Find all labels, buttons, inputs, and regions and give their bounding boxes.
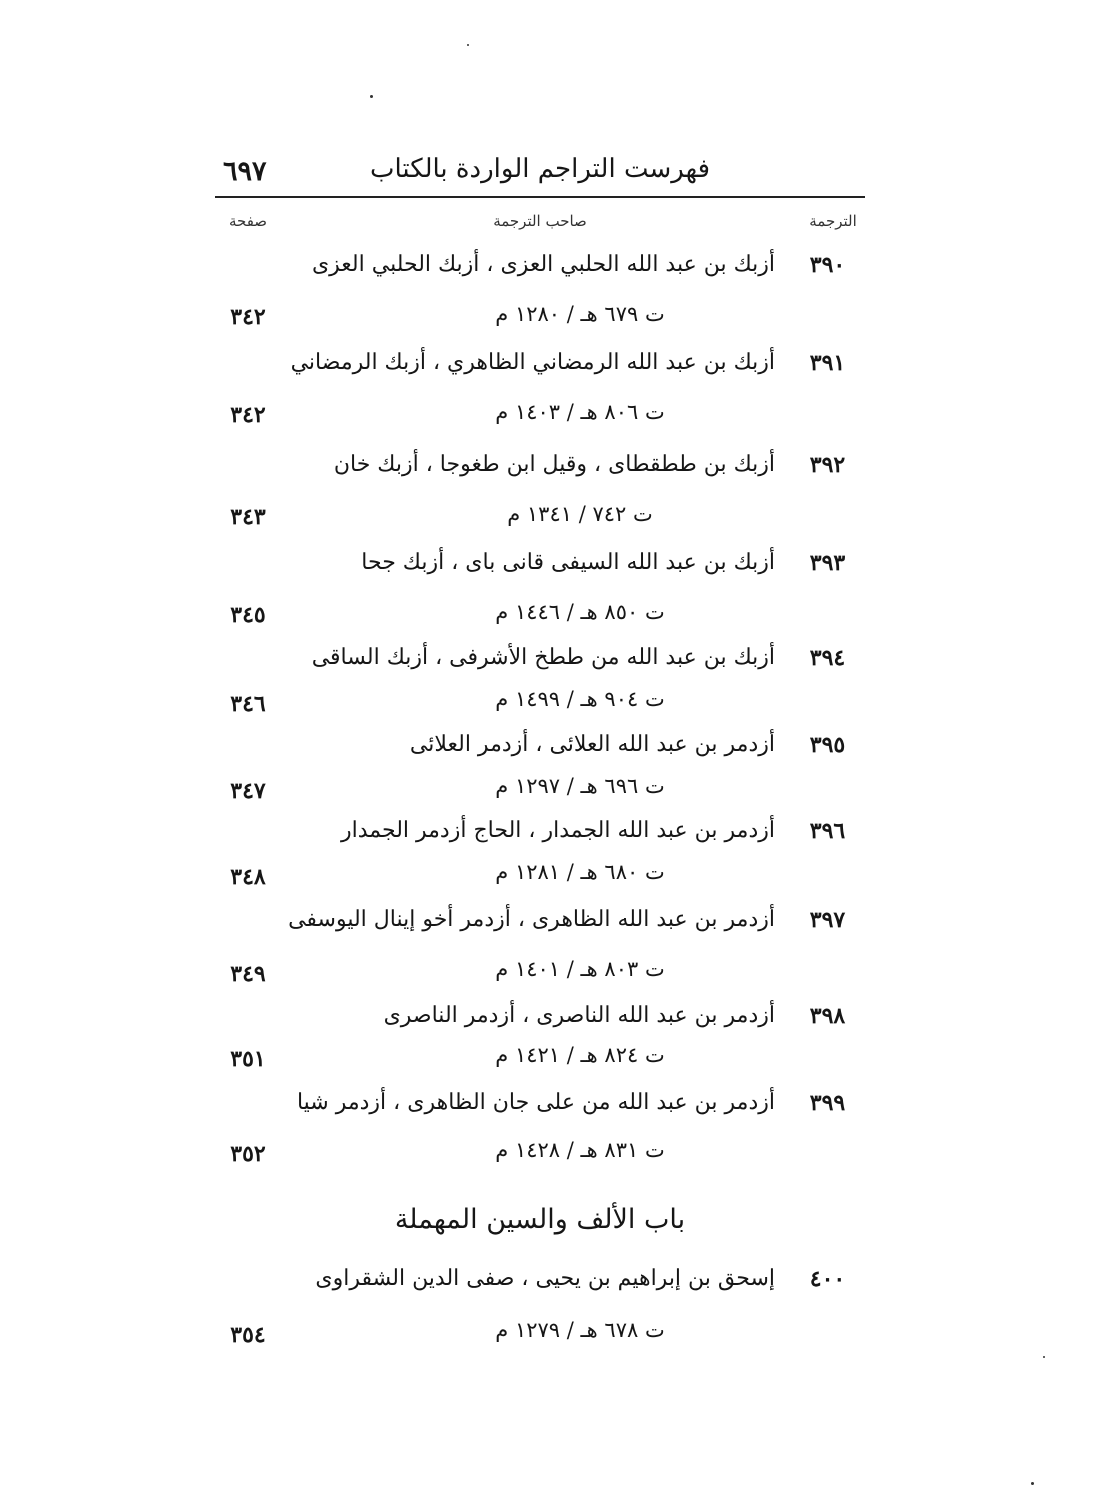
entry-death-date: ت ٦٧٨ هـ / ١٢٧٩ م (495, 1318, 665, 1342)
scan-speck (370, 95, 373, 98)
index-entry (215, 452, 865, 552)
entry-name: أزدمر بن عبد الله الظاهرى ، أزدمر أخو إينال اليوسفى (288, 907, 775, 932)
section-heading: باب الألف والسين المهملة (394, 1204, 686, 1235)
page-header (215, 150, 865, 194)
entry-name: أزدمر بن عبد الله من على جان الظاهرى ، أزدمر شيا (296, 1090, 775, 1115)
entry-name: أزدمر بن عبد الله الجمدار ، الحاج أزدمر الجمدار (341, 818, 775, 843)
entry-number: ٣٩٣ (809, 550, 846, 576)
index-entry (215, 1266, 865, 1366)
entry-death-date: ت ٧٤٢ / ١٣٤١ م (507, 502, 653, 526)
column-header-page: صفحة (228, 212, 268, 230)
entry-page-number: ٣٤٥ (230, 602, 266, 628)
index-entry (215, 732, 865, 832)
entry-death-date: ت ٩٠٤ هـ / ١٤٩٩ م (495, 687, 665, 711)
index-entry (215, 1003, 865, 1103)
entry-page-number: ٣٥١ (230, 1046, 266, 1072)
entry-page-number: ٣٤٩ (230, 961, 266, 987)
scan-speck (467, 44, 469, 46)
entry-death-date: ت ٨٥٠ هـ / ١٤٤٦ م (495, 600, 665, 624)
entry-death-date: ت ٦٨٠ هـ / ١٢٨١ م (495, 860, 665, 884)
entry-name: أزبك بن عبد الله الرمضاني الظاهري ، أزبك الرمضاني (290, 350, 775, 375)
entry-name: أزدمر بن عبد الله العلائى ، أزدمر العلائى (409, 732, 775, 757)
scan-speck (1031, 1482, 1034, 1485)
entry-death-date: ت ٦٩٦ هـ / ١٢٩٧ م (495, 774, 665, 798)
index-entry (215, 818, 865, 918)
entry-name: أزبك بن عبد الله من ططخ الأشرفى ، أزبك الساقى (311, 645, 775, 670)
entry-death-date: ت ٨٠٦ هـ / ١٤٠٣ م (495, 400, 665, 424)
entry-number: ٣٩٦ (809, 818, 846, 844)
index-entry (215, 907, 865, 1007)
column-header-person: صاحب الترجمة (493, 212, 587, 230)
entry-name: أزبك بن عبد الله السيفى قانى باى ، أزبك جحا (361, 550, 775, 575)
index-entry (215, 1090, 865, 1190)
entry-number: ٤٠٠ (809, 1266, 846, 1292)
entry-page-number: ٣٤٧ (230, 778, 266, 804)
scan-speck (1043, 1356, 1045, 1358)
entry-name: أزدمر بن عبد الله الناصرى ، أزدمر الناصرى (383, 1003, 775, 1028)
entry-page-number: ٣٤٨ (230, 864, 266, 890)
page-title: فهرست التراجم الواردة بالكتاب (369, 154, 711, 184)
entry-page-number: ٣٤٦ (230, 691, 266, 717)
entry-name: أزبك بن ططقطاى ، وقيل ابن طغوجا ، أزبك خان (333, 452, 775, 477)
index-entry (215, 550, 865, 650)
entry-name: إسحق بن إبراهيم بن يحيى ، صفى الدين الشقراوى (315, 1266, 775, 1291)
entry-name: أزبك بن عبد الله الحلبي العزى ، أزبك الحلبي العزى (311, 252, 775, 277)
entry-page-number: ٣٤٢ (230, 304, 266, 330)
index-entry (215, 350, 865, 450)
entry-page-number: ٣٤٣ (230, 504, 266, 530)
header-rule (215, 196, 865, 198)
page-number: ٦٩٧ (223, 156, 267, 187)
entry-number: ٣٩٢ (809, 452, 846, 478)
index-entry (215, 645, 865, 745)
entry-number: ٣٩٧ (809, 907, 846, 933)
entry-death-date: ت ٦٧٩ هـ / ١٢٨٠ م (495, 302, 665, 326)
index-entry (215, 252, 865, 352)
column-header-entry: الترجمة (809, 212, 857, 230)
entry-death-date: ت ٨٣١ هـ / ١٤٢٨ م (495, 1138, 665, 1162)
entry-page-number: ٣٥٢ (230, 1141, 266, 1167)
entry-page-number: ٣٤٢ (230, 402, 266, 428)
entry-number: ٣٩٠ (809, 252, 846, 278)
entry-number: ٣٩١ (809, 350, 846, 376)
entry-death-date: ت ٨٠٣ هـ / ١٤٠١ م (495, 957, 665, 981)
entry-death-date: ت ٨٢٤ هـ / ١٤٢١ م (495, 1043, 665, 1067)
entry-page-number: ٣٥٤ (230, 1322, 266, 1348)
entry-number: ٣٩٨ (809, 1003, 846, 1029)
entry-number: ٣٩٤ (809, 645, 846, 671)
entry-number: ٣٩٥ (809, 732, 846, 758)
entry-number: ٣٩٩ (809, 1090, 846, 1116)
